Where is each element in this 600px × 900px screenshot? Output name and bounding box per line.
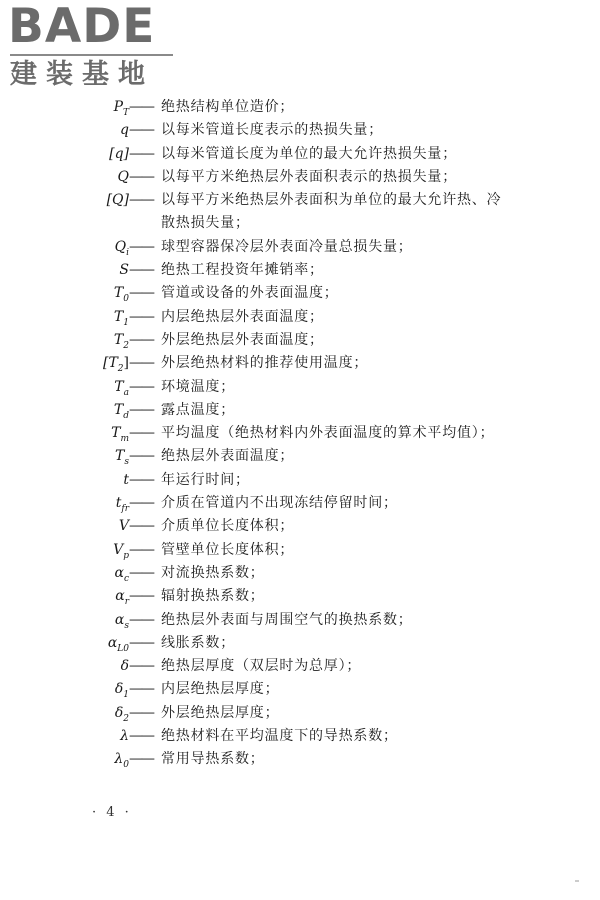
symbol-description: 管道或设备的外表面温度；	[161, 285, 339, 302]
symbol-bracket: ]	[123, 355, 129, 372]
symbol-main: T	[111, 425, 121, 442]
symbol-description: 球型容器保冷层外表面冷量总损失量；	[161, 238, 413, 255]
symbol-subscript: L0	[117, 643, 129, 654]
symbol-main: λ	[120, 728, 129, 745]
symbol-subscript: r	[124, 597, 129, 608]
symbol-subscript: s	[124, 620, 129, 631]
symbol-row	[0, 96, 600, 119]
bade-logo	[8, 2, 178, 94]
symbol-subscript: 0	[123, 760, 129, 771]
symbol-dash: ——	[129, 681, 153, 698]
symbol-main: T	[113, 285, 124, 302]
symbol-row	[0, 306, 600, 329]
symbol-main: q	[120, 122, 129, 139]
symbol-term	[120, 725, 153, 748]
symbol-description: 露点温度；	[161, 401, 235, 418]
symbol-row	[0, 609, 600, 632]
symbol-dash: ——	[129, 355, 153, 372]
symbol-row	[0, 143, 600, 166]
symbol-term	[107, 189, 153, 212]
symbol-term	[118, 166, 153, 189]
symbol-main: T	[113, 331, 124, 348]
symbol-dash: ——	[129, 588, 153, 605]
symbol-dash: ——	[129, 564, 153, 581]
symbol-description: 外层绝热层外表面温度；	[161, 331, 324, 348]
symbol-description: 以每米管道长度表示的热损失量；	[161, 122, 383, 139]
logo-latin-text: BADE	[8, 0, 156, 54]
symbol-description: 绝热结构单位造价；	[161, 99, 295, 115]
symbol-row	[0, 632, 600, 655]
symbol-dash: ——	[129, 378, 153, 395]
symbol-description: 以每米管道长度为单位的最大允许热损失量；	[161, 145, 457, 162]
symbol-term	[114, 748, 153, 777]
symbol-main: Q	[117, 168, 129, 185]
symbol-main: [T	[102, 355, 118, 372]
symbol-subscript: a	[123, 387, 129, 398]
symbol-main: δ	[114, 704, 124, 721]
symbol-subscript: s	[124, 457, 129, 468]
symbol-description: 辐射换热系数；	[161, 588, 265, 605]
symbol-dash: ——	[129, 518, 153, 535]
symbol-term	[123, 469, 153, 492]
symbol-description: 内层绝热层厚度；	[161, 681, 280, 698]
symbol-main: t	[123, 471, 129, 488]
symbol-dash: ——	[129, 331, 153, 348]
symbol-dash: ——	[129, 262, 153, 279]
symbol-term	[119, 259, 153, 282]
symbol-description-continued: 散热损失量；	[161, 215, 250, 232]
symbol-row	[0, 585, 600, 608]
symbol-subscript: T	[122, 107, 129, 118]
symbol-dash: ——	[129, 541, 153, 558]
symbol-row	[0, 352, 600, 375]
symbol-description: 以每平方米绝热层外表面积为单位的最大允许热、冷	[161, 192, 502, 209]
symbol-subscript: i	[126, 247, 129, 258]
symbol-subscript: 0	[123, 294, 129, 305]
symbol-row	[0, 539, 600, 562]
symbol-dash: ——	[129, 611, 153, 628]
symbol-row	[0, 259, 600, 282]
symbol-dash: ——	[129, 192, 153, 209]
symbol-row	[0, 492, 600, 515]
symbol-row	[0, 725, 600, 748]
symbol-row	[0, 329, 600, 352]
symbol-description: 绝热层外表面温度；	[161, 448, 295, 465]
symbol-subscript: m	[120, 433, 129, 444]
symbol-description: 绝热层厚度（双层时为总厚）；	[161, 658, 362, 675]
symbol-row	[0, 469, 600, 492]
symbol-dash: ——	[129, 122, 153, 139]
symbol-description: 平均温度（绝热材料内外表面温度的算术平均值）；	[161, 425, 495, 442]
symbol-list	[0, 96, 600, 772]
symbol-term	[120, 119, 153, 142]
symbol-main: α	[114, 564, 124, 581]
symbol-subscript: c	[123, 573, 129, 584]
symbol-description: 介质在管道内不出现冻结停留时间；	[161, 495, 398, 512]
symbol-dash: ——	[129, 471, 153, 488]
symbol-row	[0, 702, 600, 725]
logo-divider	[10, 54, 173, 56]
symbol-term	[109, 143, 153, 166]
symbol-subscript: p	[123, 550, 129, 561]
symbol-term	[121, 655, 153, 678]
symbol-subscript: 2	[117, 364, 124, 375]
symbol-dash: ——	[129, 751, 153, 768]
scan-mark	[575, 880, 579, 882]
symbol-main: Q	[114, 238, 127, 255]
symbol-main: [q]	[109, 145, 129, 162]
symbol-main: T	[114, 378, 124, 395]
symbol-main: α	[114, 611, 125, 628]
symbol-main: α	[107, 634, 118, 651]
symbol-row	[0, 399, 600, 422]
symbol-dash: ——	[129, 658, 153, 675]
symbol-description: 环境温度；	[161, 378, 235, 395]
symbol-description: 以每平方米绝热层外表面积表示的热损失量；	[161, 168, 457, 185]
symbol-row	[0, 445, 600, 468]
symbol-row	[0, 655, 600, 678]
symbol-main: S	[119, 262, 129, 279]
symbol-row	[0, 678, 600, 701]
symbol-description: 管壁单位长度体积；	[161, 541, 295, 558]
symbol-description: 对流换热系数；	[161, 564, 265, 581]
symbol-row	[0, 422, 600, 445]
symbol-row	[0, 515, 600, 538]
page-number: · 4 ·	[92, 805, 132, 820]
symbol-row	[0, 189, 600, 236]
symbol-subscript: 2	[123, 340, 129, 351]
symbol-main: [Q]	[106, 192, 129, 209]
symbol-main: δ	[120, 658, 129, 675]
symbol-dash: ——	[129, 401, 153, 418]
symbol-main: λ	[114, 751, 124, 768]
symbol-dash: ——	[129, 425, 153, 442]
symbol-row	[0, 748, 600, 771]
symbol-dash: ——	[129, 285, 153, 302]
symbol-subscript: d	[123, 410, 129, 421]
symbol-description: 绝热层外表面与周围空气的换热系数；	[161, 611, 413, 628]
symbol-main: T	[113, 308, 124, 325]
symbol-main: α	[115, 588, 125, 605]
symbol-row	[0, 376, 600, 399]
symbol-main: t	[115, 495, 122, 512]
logo-chinese-text: 建装基地	[10, 59, 154, 90]
symbol-dash: ——	[129, 495, 153, 512]
symbol-subscript: 1	[123, 317, 129, 328]
symbol-dash: ——	[129, 145, 153, 162]
symbol-dash: ——	[129, 448, 153, 465]
symbol-description: 外层绝热材料的推荐使用温度；	[161, 355, 369, 372]
symbol-dash: ——	[129, 99, 153, 115]
symbol-main: δ	[114, 681, 124, 698]
symbol-row	[0, 119, 600, 142]
symbol-subscript: fr	[121, 503, 129, 514]
symbol-description: 常用导热系数；	[161, 751, 265, 768]
symbol-main: T	[115, 448, 125, 465]
symbol-dash: ——	[129, 728, 153, 745]
symbol-dash: ——	[129, 238, 153, 255]
symbol-dash: ——	[129, 704, 153, 721]
symbol-main: P	[113, 99, 123, 115]
symbol-description: 内层绝热层外表面温度；	[161, 308, 324, 325]
symbol-subscript: 1	[123, 690, 129, 701]
symbol-row	[0, 562, 600, 585]
symbol-dash: ——	[129, 168, 153, 185]
symbol-description: 年运行时间；	[161, 471, 250, 488]
symbol-row	[0, 166, 600, 189]
symbol-row	[0, 236, 600, 259]
symbol-main: V	[118, 518, 129, 535]
symbol-row	[0, 282, 600, 305]
symbol-main: V	[113, 541, 124, 558]
symbol-dash: ——	[129, 634, 153, 651]
symbol-description: 外层绝热层厚度；	[161, 704, 280, 721]
symbol-term	[119, 515, 153, 538]
symbol-description: 绝热材料在平均温度下的导热系数；	[161, 728, 398, 745]
symbol-dash: ——	[129, 308, 153, 325]
symbol-main: T	[113, 401, 124, 418]
symbol-description: 线胀系数；	[161, 634, 235, 651]
symbol-description: 绝热工程投资年摊销率；	[161, 262, 324, 279]
symbol-description: 介质单位长度体积；	[161, 518, 295, 535]
symbol-subscript: 2	[123, 713, 129, 724]
